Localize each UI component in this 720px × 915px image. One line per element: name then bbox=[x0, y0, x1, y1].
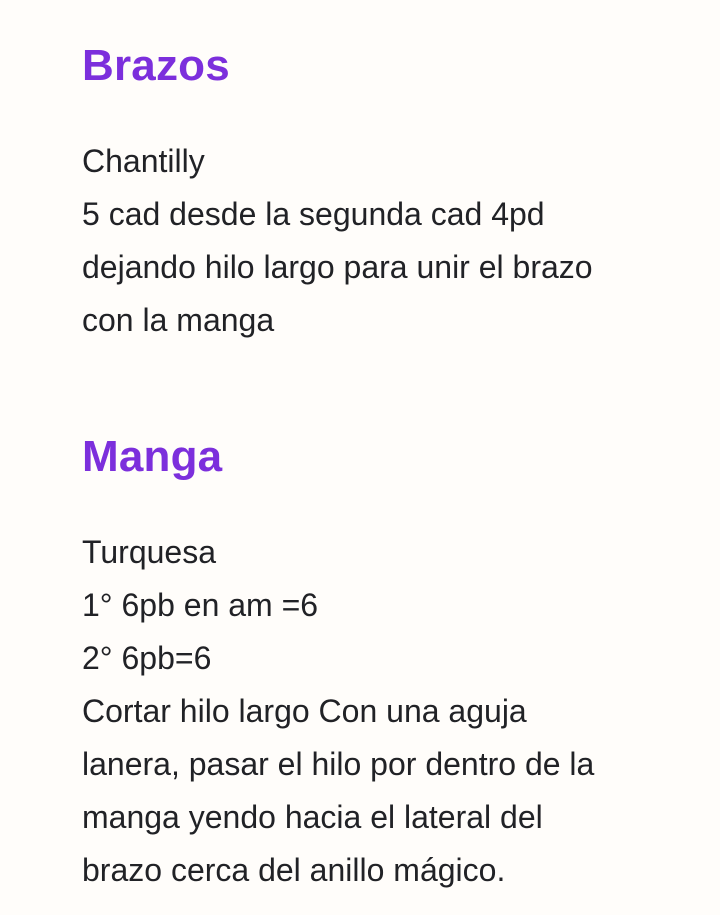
section-manga bbox=[82, 431, 680, 897]
text-line: manga yendo hacia el lateral del bbox=[82, 799, 543, 835]
text-line: lanera, pasar el hilo por dentro de la bbox=[82, 746, 595, 782]
text-line: con la manga bbox=[82, 302, 275, 338]
text-line: 1° 6pb en am =6 bbox=[82, 587, 319, 623]
text-line: Turquesa bbox=[82, 534, 216, 570]
paragraph-manga bbox=[82, 526, 680, 897]
paragraph-brazos bbox=[82, 135, 680, 347]
section-heading-manga: Manga bbox=[82, 432, 223, 481]
text-line: Chantilly bbox=[82, 143, 205, 179]
section-brazos bbox=[82, 40, 680, 347]
text-line: 2° 6pb=6 bbox=[82, 640, 212, 676]
text-line: Cortar hilo largo Con una aguja bbox=[82, 693, 527, 729]
text-line: dejando hilo largo para unir el brazo bbox=[82, 249, 593, 285]
text-line: brazo cerca del anillo mágico. bbox=[82, 852, 506, 888]
section-heading-brazos: Brazos bbox=[82, 41, 230, 90]
text-line: 5 cad desde la segunda cad 4pd bbox=[82, 196, 545, 232]
